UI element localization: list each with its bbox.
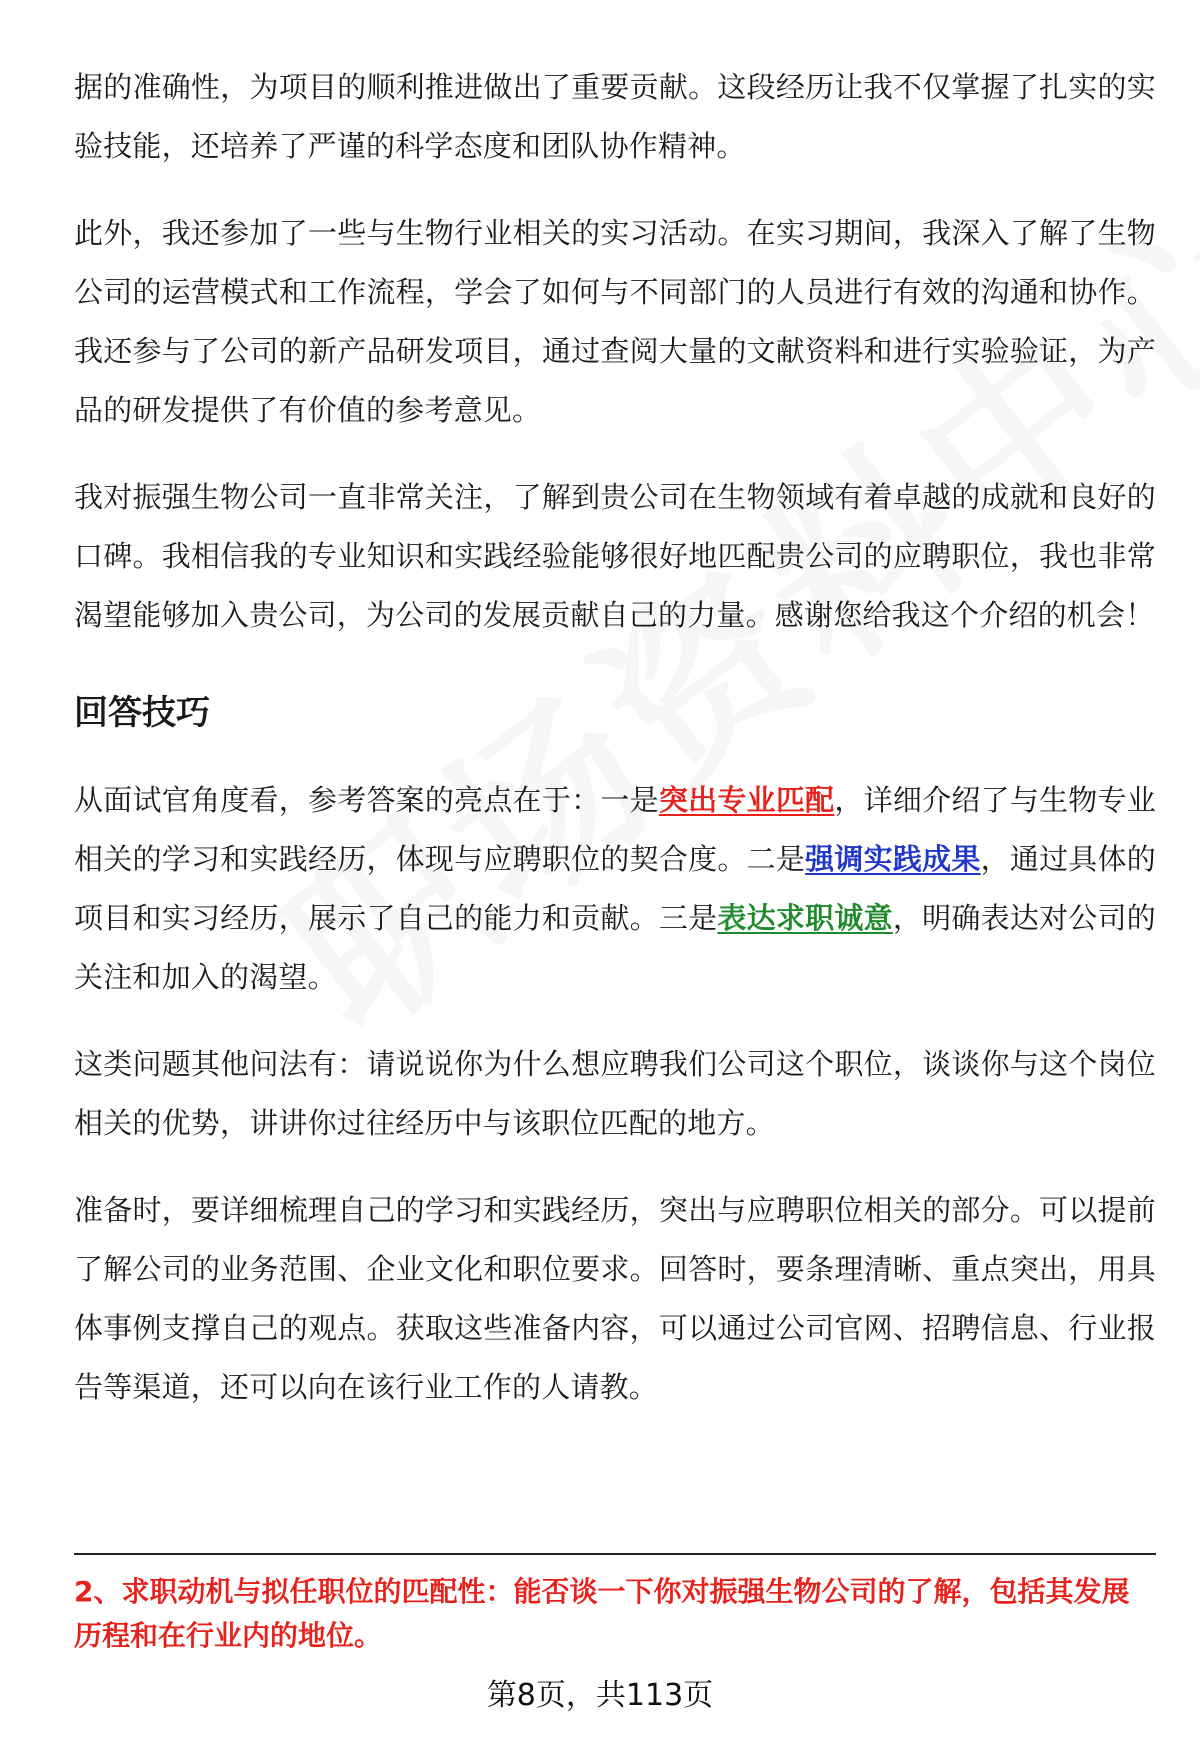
tips-paragraph-2: 这类问题其他问法有：请说说你为什么想应聘我们公司这个职位，谈谈你与这个岗位相关的优势，讲讲你过往经历中与该职位匹配的地方。 <box>74 1047 1156 1140</box>
tips-paragraph-3: 准备时，要详细梳理自己的学习和实践经历，突出与应聘职位相关的部分。可以提前了解公司的业务范围、企业文化和职位要求。回答时，要条理清晰、重点突出，用具体事例支撑自己的观点。获取这些准备内容，可以通过公司官网、招聘信息、行业报告等渠道，还可以向在该行业工作的人请教。 <box>74 1193 1156 1404</box>
page-footer: 第8页，共113页 <box>486 1678 714 1713</box>
answer-paragraph-1: 据的准确性，为项目的顺利推进做出了重要贡献。这段经历让我不仅掌握了扎实的实验技能，还培养了严谨的科学态度和团队协作精神。 <box>74 70 1156 163</box>
answer-paragraph-3: 我对振强生物公司一直非常关注，了解到贵公司在生物领域有着卓越的成就和良好的口碑。我相信我的专业知识和实践经验能够很好地匹配贵公司的应聘职位，我也非常渴望能够加入贵公司，为公司的发展贡献自己的力量。感谢您给我这个介绍的机会！ <box>74 480 1156 632</box>
highlight-professional-match: 突出专业匹配 <box>658 783 835 817</box>
highlight-job-sincerity: 表达求职诚意 <box>717 901 893 935</box>
section-heading: 回答技巧 <box>74 693 210 733</box>
tips-text: 从面试官角度看，参考答案的亮点在于：一是 <box>74 783 659 817</box>
tips-paragraph-1 <box>74 771 1156 1007</box>
answer-paragraph-2: 此外，我还参加了一些与生物行业相关的实习活动。在实习期间，我深入了解了生物公司的运营模式和工作流程，学会了如何与不同部门的人员进行有效的沟通和协作。我还参与了公司的新产品研发项目，通过查阅大量的文献资料和进行实验验证，为产品的研发提供了有价值的参考意见。 <box>74 216 1156 427</box>
tips-text: ，通过具体的项目和实习经历，展示了自己的能力和贡献。三是 <box>74 842 1156 935</box>
tips-text: ，详细介绍了与生物专业相关的学习和实践经历，体现与应聘职位的契合度。二是 <box>74 783 1156 876</box>
tips-text: ，明确表达对公司的关注和加入的渴望。 <box>74 901 1156 994</box>
next-question-title: 2、求职动机与拟任职位的匹配性：能否谈一下你对振强生物公司的了解，包括其发展历程和在行业内的地位。 <box>74 1575 1130 1652</box>
highlight-practice-results: 强调实践成果 <box>805 842 981 876</box>
document-body <box>74 58 1156 1445</box>
section-divider <box>74 1553 1156 1555</box>
